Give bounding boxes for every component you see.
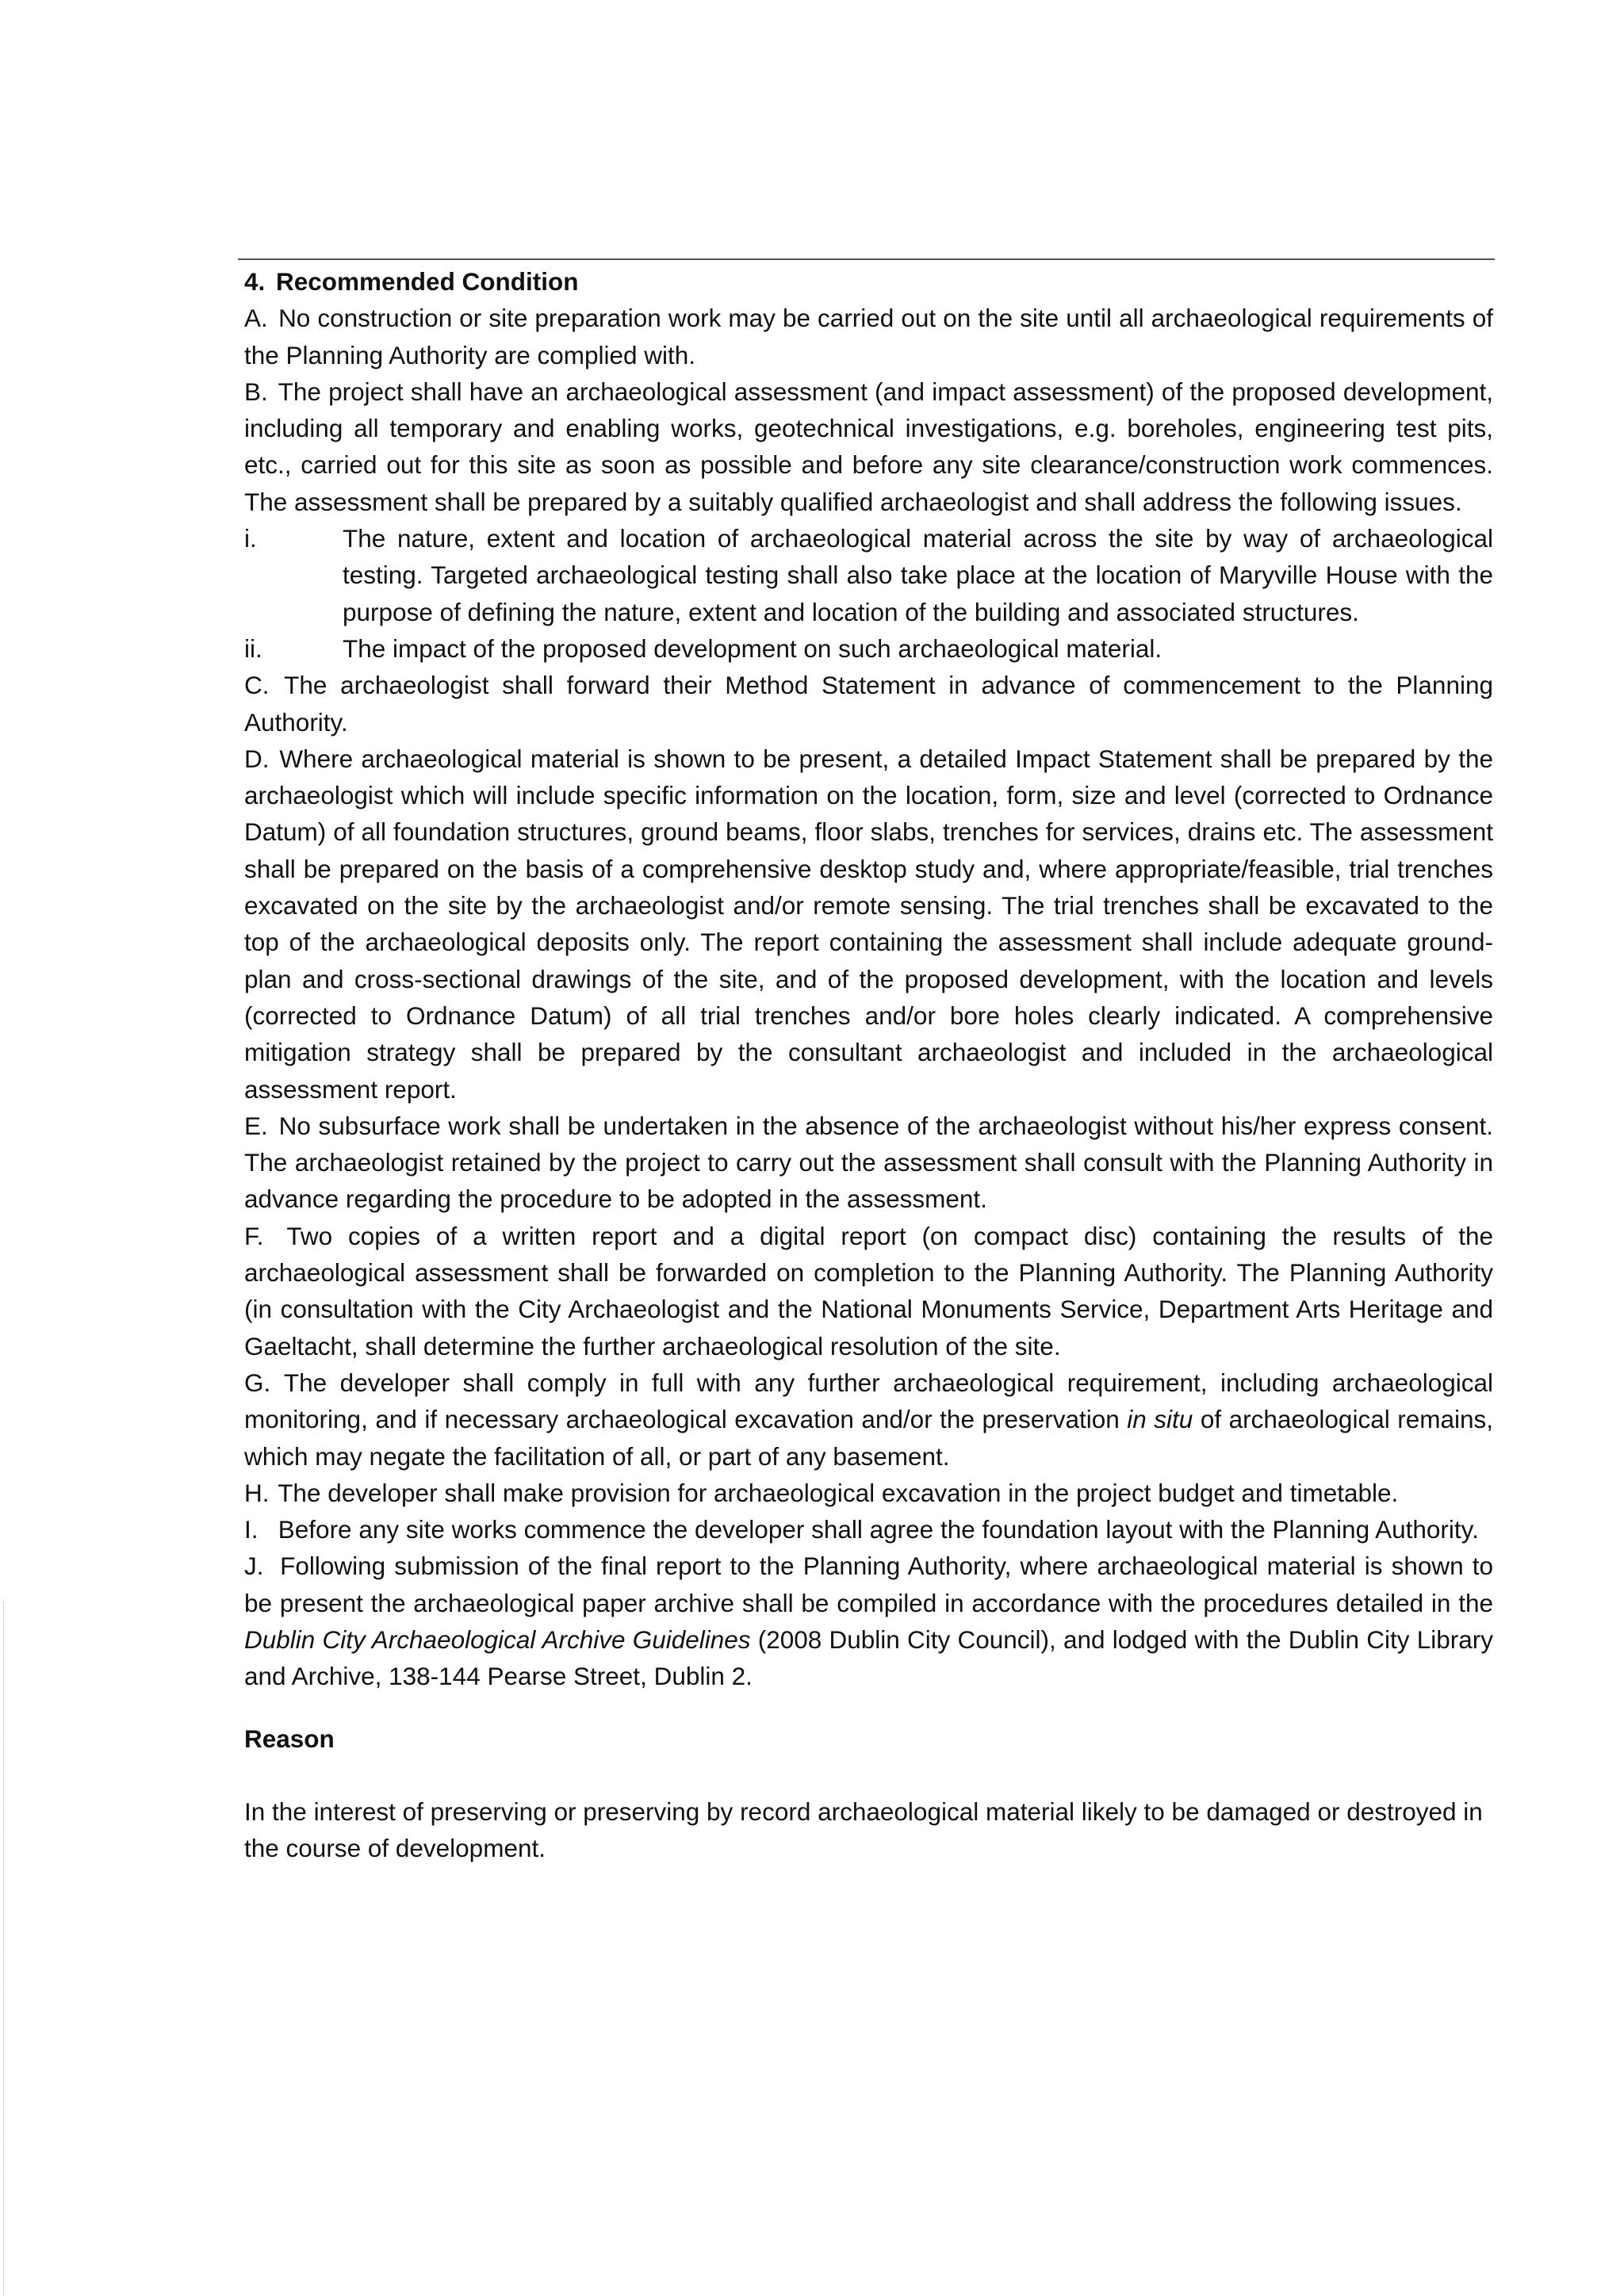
condition-a — [244, 300, 1493, 373]
section-number: 4. — [244, 267, 266, 296]
condition-j-emphasis: Dublin City Archaeological Archive Guidelines — [244, 1624, 751, 1654]
condition-e — [244, 1108, 1493, 1218]
condition-b-ii-label: ii. — [244, 633, 262, 663]
condition-e-label: E. — [244, 1111, 268, 1140]
condition-h — [244, 1475, 1493, 1511]
condition-c-label: C. — [244, 671, 270, 700]
condition-b-text: The project shall have an archaeological assessment (and impact assessment) of the proposed development, including all temporary and enabling works, geotechnical investigations, e.g. boreholes, engineering test pits, etc., carried out for this site as soon as possible and before any site clearance/construction work commences. The assessment shall be prepared by a suitably qualified archaeologist and shall address the following issues. — [244, 377, 1493, 516]
condition-e-text: No subsurface work shall be undertaken in the absence of the archaeologist without his/her express consent. The archaeologist retained by the project to carry out the assessment shall consult with the Planning Authority in advance regarding the procedure to be adopted in the assessment. — [244, 1111, 1493, 1214]
condition-g-emphasis: in situ — [1127, 1405, 1193, 1434]
header-rule — [238, 258, 1495, 260]
condition-h-label: H. — [244, 1478, 270, 1507]
condition-b-i-text: The nature, extent and location of archaeological material across the site by way of archaeological testing. Targeted archaeological testing shall also take place at the location of Maryville House with the purpose of defining the nature, extent and location of the building and associated structures. — [343, 524, 1493, 626]
condition-i — [244, 1511, 1493, 1548]
condition-f-label: F. — [244, 1221, 264, 1250]
condition-j-text-after: (2008 Dublin City Council), and lodged with the Dublin City Library and Archive, 138-144 Pearse Street, Dublin 2. — [244, 1624, 1493, 1691]
condition-b-i — [244, 520, 1493, 630]
reason-heading: Reason — [244, 1724, 335, 1753]
condition-b-i-label: i. — [244, 524, 257, 553]
condition-g — [244, 1364, 1493, 1475]
condition-j-text-before: Following submission of the final report to the Planning Authority, where archaeological material is shown to be present the archaeological paper archive shall be compiled in accordance with the procedures detailed in the — [244, 1552, 1493, 1617]
condition-h-text: The developer shall make provision for archaeological excavation in the project budget and timetable. — [278, 1478, 1399, 1507]
condition-f — [244, 1218, 1493, 1364]
condition-j — [244, 1548, 1493, 1694]
condition-j-label: J. — [244, 1552, 264, 1581]
condition-a-text: No construction or site preparation work may be carried out on the site until all archaeological requirements of the Planning Authority are complied with. — [244, 304, 1493, 369]
condition-b — [244, 373, 1493, 520]
condition-b-ii-text: The impact of the proposed development on such archaeological material. — [343, 633, 1162, 663]
section-heading — [244, 263, 1493, 300]
condition-b-ii — [244, 630, 1493, 667]
scan-edge-artifact — [3, 1601, 4, 2296]
reason-text: In the interest of preserving or preserving by record archaeological material likely to be damaged or destroyed in the course of development. — [244, 1797, 1483, 1863]
section-title: Recommended Condition — [276, 267, 579, 296]
condition-g-label: G. — [244, 1368, 271, 1397]
condition-b-label: B. — [244, 377, 268, 406]
condition-g-text-before: The developer shall comply in full with any further archaeological requirement, including archaeological monitoring, and if necessary archaeological excavation and/or the preservation — [244, 1368, 1494, 1434]
condition-g-text-after: of archaeological remains, which may negate the facilitation of all, or part of any basement. — [244, 1405, 1493, 1471]
document-page — [244, 263, 1493, 1866]
condition-a-label: A. — [244, 304, 268, 333]
condition-c — [244, 667, 1493, 740]
condition-i-label: I. — [244, 1515, 259, 1544]
condition-c-text: The archaeologist shall forward their Method Statement in advance of commencement to the Planning Authority. — [244, 671, 1494, 737]
condition-f-text: Two copies of a written report and a digital report (on compact disc) containing the results of the archaeological assessment shall be forwarded on completion to the Planning Authority. The Planning Authority (in consultation with the City Archaeologist and the National Monuments Service, Department Arts Heritage and Gaeltacht, shall determine the further archaeological resolution of the site. — [244, 1221, 1494, 1360]
condition-d-text: Where archaeological material is shown to be present, a detailed Impact Statement shall be prepared by the archaeologist which will include specific information on the location, form, size and level (corrected to Ordnance Datum) of all foundation structures, ground beams, floor slabs, trenches for services, drains etc. The assessment shall be prepared on the basis of a comprehensive desktop study and, where appropriate/feasible, trial trenches excavated on the site by the archaeologist and/or remote sensing. The trial trenches shall be excavated to the top of the archaeological deposits only. The report containing the assessment shall include adequate ground-plan and cross-sectional drawings of the site, and of the proposed development, with the location and levels (corrected to Ordnance Datum) of all trial trenches and/or bore holes clearly indicated. A comprehensive mitigation strategy shall be prepared by the consultant archaeologist and included in the archaeological assessment report. — [244, 744, 1493, 1104]
condition-d-label: D. — [244, 744, 270, 773]
condition-d — [244, 740, 1493, 1108]
condition-i-text: Before any site works commence the developer shall agree the foundation layout with the Planning Authority. — [278, 1515, 1479, 1544]
